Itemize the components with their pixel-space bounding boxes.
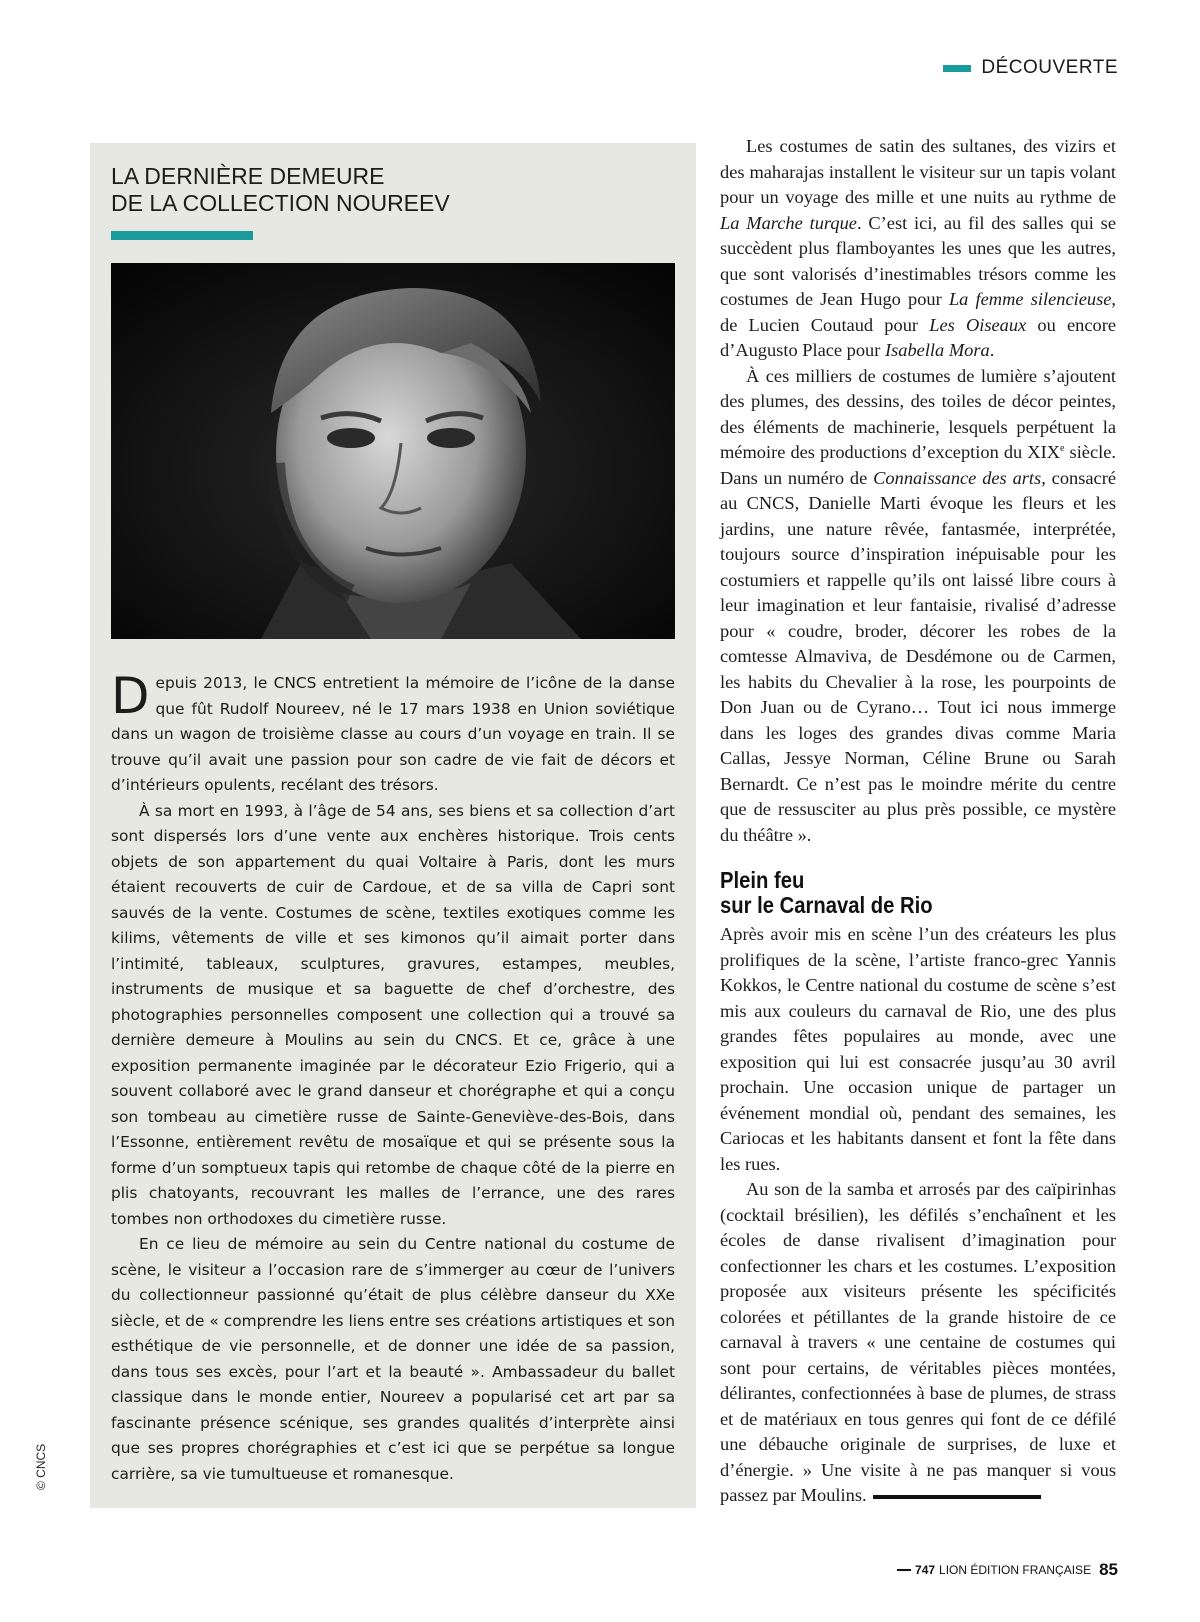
sidebar-p1-text: epuis 2013, le CNCS entretient la mémoire de l’icône de la danse que fût Rudolf Noureev, né le 17 mars 1938 en Union soviétique dans un wagon de troisième classe au cours d’un voyage en train. Il se trouve qu’il avait une passion pour son cadre de vie fait de décors et d’intérieurs opulents, recélant des trésors.: [111, 674, 675, 794]
p1-text-d: ou encore d’Augusto Place pour: [720, 314, 1117, 360]
main-paragraph-2: [720, 364, 1116, 849]
section-tag-bar: [943, 65, 971, 72]
p2-text-c: , consacré au CNCS, Danielle Marti évoque les fleurs et les jardins, une nature rêvée, fantasmée, interprétée, toujours source d’inspiration inépuisable pour les costumiers et rappelle qu’ils ont laissé libre cours à leur imagination et leur fantaisie, rivalisé d’adresse pour « coudre, broder, décorer les robes de la comtesse Almaviva, de Desdémone ou de Carmen, les habits du Chevalier à la rose, les pourpoints de Don Juan ou de Cyrano… Tout ici nous immerge dans les loges des grandes divas comme Maria Callas, Jessye Norman, Céline Brune ou Sarah Bernardt. Ce n’est pas le moindre mérite du centre que de ressusciter au plus près possible, ce mystère du théâtre ».: [720, 467, 1116, 845]
main-paragraph-4: [720, 1177, 1116, 1509]
portrait-photo: [111, 263, 675, 639]
sidebar-title: [111, 163, 671, 217]
p1-text-c: , de Lucien Coutaud pour: [720, 289, 1116, 335]
dropcap: D: [111, 667, 150, 725]
p1-text-a: Les costumes de satin des sultanes, des vizirs et des maharajas installent le visiteur sur un tapis volant pour un voyage des mille et une nuits au rythme de: [720, 136, 1116, 207]
main-paragraph-1: [720, 134, 1116, 364]
sidebar-paragraph-3: En ce lieu de mémoire au sein du Centre national du costume de scène, le visiteur a l’occasion rare de s’immerger au cœur de l’univers du collectionneur passionné qu’était de plus célèbre danseur du XXe siècle, et de « comprendre les liens entre ses créations artistiques et son esthétique de vie personnelle, et de donner une idée de sa passion, dans tous ses excès, pour l’art et la beauté ». Ambassadeur du ballet classique dans le monde entier, Noureev a popularisé cet art par sa fascinante présence scénique, ses grandes qualités d’interprète ainsi que ses propres chorégraphies et c’est ici que se perpétue sa longue carrière, sa vie tumultueuse et romanesque.: [111, 1235, 675, 1483]
section-tag: [943, 57, 1118, 79]
subheading: [720, 868, 1068, 918]
p2-title: Connaissance des arts: [873, 467, 1042, 488]
publication-name: LION ÉDITION FRANÇAISE: [939, 1563, 1092, 1577]
sidebar-title-rule: [111, 231, 253, 240]
issue-number: 747: [915, 1563, 936, 1577]
section-tag-label: DÉCOUVERTE: [981, 57, 1118, 78]
photo-credit: © CNCS: [34, 1443, 48, 1490]
p1-title-2: La femme silencieuse: [948, 289, 1112, 309]
end-of-article-rule: [873, 1495, 1041, 1499]
p2-text-b: siècle. Dans un numéro de: [720, 442, 1116, 488]
sidebar-title-line1: LA DERNIÈRE DEMEURE: [111, 163, 385, 189]
portrait-illustration: [111, 263, 675, 639]
page-number: 85: [1099, 1560, 1118, 1579]
sidebar-title-line2: DE LA COLLECTION NOUREEV: [111, 190, 450, 216]
main-column: [720, 134, 1116, 1509]
subheading-line1: Plein feu: [720, 867, 805, 893]
p4-text: Au son de la samba et arrosés par des caïpirinhas (cocktail brésilien), les défilés s’enchaînent et les écoles de danse rivalisent d’imagination pour confectionner les chars et les costumes. L’exposition proposée aux visiteurs présente les spécificités colorées et pétillantes de la grande histoire de ce carnaval à travers « une centaine de costumes qui sont pour certains, de véritables pièces montées, délirantes, confectionnées à base de plumes, de strass et de matériaux en tous genres qui font de ce défilé une débauche originale de surprises, de luxe et d’énergie. » Une visite à ne pas manquer si vous passez par Moulins.: [720, 1179, 1116, 1505]
main-paragraph-3: Après avoir mis en scène l’un des créateurs les plus prolifiques de la scène, l’artiste franco-grec Yannis Kokkos, le Centre national du costume de scène s’est mis aux couleurs du carnaval de Rio, une des plus grandes fêtes populaires au monde, avec une exposition qui lui est consacrée jusqu’au 30 avril prochain. Une occasion unique de partager un événement mondial où, pendant des semaines, les Cariocas et les habitants dansent et font la fête dans les rues.: [720, 924, 1116, 1174]
sidebar-paragraph-2: À sa mort en 1993, à l’âge de 54 ans, ses biens et sa collection d’art sont dispersés lors d’une vente aux enchères historique. Trois cents objets de son appartement du quai Voltaire à Paris, dont les murs étaient recouverts de cuir de Cardoue, et de sa villa de Capri sont sauvés de la vente. Costumes de scène, textiles exotiques comme les kilims, vêtements de ville et ses kimonos qu’il aimait porter dans l’intimité, tableaux, sculptures, gravures, estampes, meubles, instruments de musique et sa baguette de chef d’orchestre, des photographies personnelles composent une collection qui a trouvé sa dernière demeure à Moulins au sein du CNCS. Et ce, grâce à une exposition permanente imaginée par le décorateur Ezio Frigerio, qui a souvent collaboré avec le grand danseur et chorégraphe et qui a conçu son tombeau au cimetière russe de Sainte-Geneviève-des-Bois, dans l’Essonne, entièrement revêtu de mosaïque et qui se présente sous la forme d’un somptueux tapis qui retombe de chaque côté de la pierre en plis chatoyants, recouvrant les malles de l’errance, une des rares tombes non orthodoxes du cimetière russe.: [111, 801, 675, 1228]
p2-text-a: À ces milliers de costumes de lumière s’ajoutent des plumes, des dessins, des toiles de décor peintes, des éléments de machinerie, lesquels perpétuent la mémoire des productions d’exception du XIX: [720, 365, 1116, 462]
sidebar-body: [111, 667, 675, 1487]
subheading-line2: sur le Carnaval de Rio: [720, 892, 933, 918]
sidebar-paragraph-1: [111, 667, 675, 799]
p2-superscript: e: [1060, 442, 1065, 454]
sidebar-box: [90, 143, 696, 1508]
p1-text-e: .: [989, 340, 995, 360]
p1-title-3: Les Oiseaux: [929, 314, 1027, 335]
p1-title-4: Isabella Mora: [884, 340, 990, 360]
p1-text-b: . C’est ici, au fil des salles qui se succèdent plus flamboyantes les unes que les autres, que sont valorisés d’inestimables trésors comme les costumes de Jean Hugo pour: [720, 212, 1116, 309]
page-footer: [897, 1560, 1118, 1580]
footer-dash: [897, 1569, 911, 1571]
p1-title-1: La Marche turque: [720, 212, 857, 233]
